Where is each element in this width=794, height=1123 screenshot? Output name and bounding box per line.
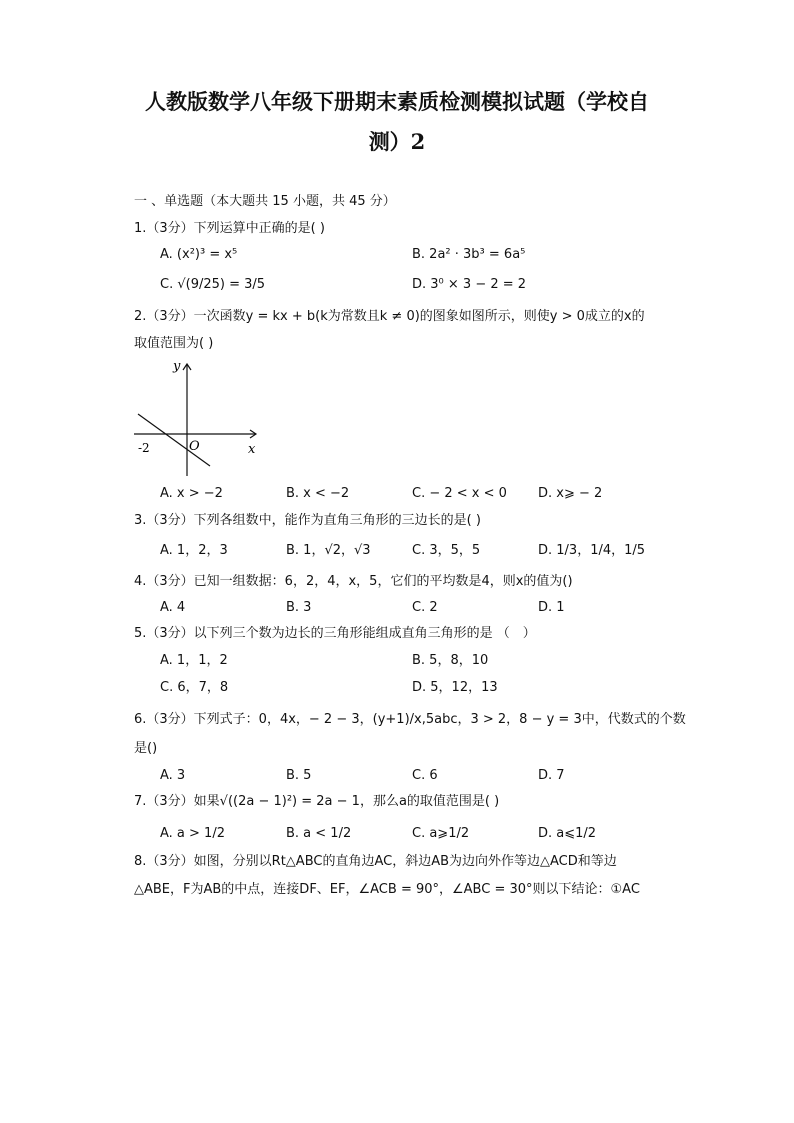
question-4-option-b: B. 3 (286, 600, 312, 615)
x-axis-label: x (248, 442, 256, 457)
question-7-option-d: D. a⩽1/2 (538, 826, 597, 841)
question-2-option-b: B. x < −2 (286, 486, 350, 501)
question-2-option-d: D. x⩾ − 2 (538, 486, 603, 501)
question-5-option-c: C. 6，7，8 (160, 680, 229, 695)
question-2-stem: 2.（3分）一次函数y = kx + b(k为常数且k ≠ 0)的图象如图所示，则使y > 0成立的x的 (134, 309, 645, 324)
document-title-line-2: 测）2 (368, 129, 426, 154)
question-1-option-d: D. 3⁰ × 3 − 2 = 2 (412, 277, 527, 292)
question-3-option-c: C. 3，5，5 (412, 543, 481, 558)
linear-function-graph (130, 356, 270, 481)
question-5-stem: 5.（3分）以下列三个数为边长的三角形能组成直角三角形的是 （ ） (134, 626, 536, 641)
question-4-option-a: A. 4 (160, 600, 186, 615)
document-title-line-1: 人教版数学八年级下册期末素质检测模拟试题（学校自 (145, 89, 649, 114)
question-7-option-b: B. a < 1/2 (286, 826, 352, 841)
question-3-option-b: B. 1，√2，√3 (286, 543, 371, 558)
question-8-stem-continued: △ABE，F为AB的中点，连接DF、EF，∠ACB = 90°，∠ABC = 30°则以下结论：①AC (134, 882, 640, 897)
question-4-option-d: D. 1 (538, 600, 565, 615)
section-heading: 一 、单选题（本大题共 15 小题，共 45 分） (134, 194, 396, 209)
question-7-option-a: A. a > 1/2 (160, 826, 225, 841)
question-1-option-b: B. 2a² · 3b³ = 6a⁵ (412, 247, 526, 262)
question-3-option-d: D. 1/3，1/4，1/5 (538, 543, 646, 558)
origin-label: O (189, 439, 200, 454)
question-2-option-c: C. − 2 < x < 0 (412, 486, 507, 501)
question-7-stem: 7.（3分）如果√((2a − 1)²) = 2a − 1，那么a的取值范围是( ) (134, 794, 500, 809)
question-4-option-c: C. 2 (412, 600, 438, 615)
question-6-stem: 6.（3分）下列式子：0，4x，− 2 − 3，(y+1)/x,5abc，3 > 2，8 − y = 3中，代数式的个数 (134, 712, 686, 727)
question-2-stem-continued: 取值范围为( ) (134, 336, 214, 351)
question-1-option-c: C. √(9/25) = 3/5 (160, 277, 266, 292)
question-1-stem: 1.（3分）下列运算中正确的是( ) (134, 221, 325, 236)
x-intercept-label: -2 (138, 441, 150, 455)
y-axis-label: y (173, 359, 181, 374)
question-5-option-a: A. 1，1，2 (160, 653, 228, 668)
question-6-option-c: C. 6 (412, 768, 438, 783)
question-2-option-a: A. x > −2 (160, 486, 223, 501)
question-4-stem: 4.（3分）已知一组数据：6，2，4，x，5，它们的平均数是4，则x的值为() (134, 574, 573, 589)
question-6-option-a: A. 3 (160, 768, 186, 783)
question-3-stem: 3.（3分）下列各组数中，能作为直角三角形的三边长的是( ) (134, 513, 481, 528)
question-5-option-d: D. 5，12，13 (412, 680, 498, 695)
question-6-option-d: D. 7 (538, 768, 565, 783)
question-1-option-a: A. (x²)³ = x⁵ (160, 247, 238, 262)
question-8-stem: 8.（3分）如图，分别以Rt△ABC的直角边AC，斜边AB为边向外作等边△ACD和等边 (134, 854, 617, 869)
question-5-option-b: B. 5，8，10 (412, 653, 489, 668)
question-6-option-b: B. 5 (286, 768, 312, 783)
question-7-option-c: C. a⩾1/2 (412, 826, 470, 841)
question-3-option-a: A. 1，2，3 (160, 543, 228, 558)
question-6-stem-continued: 是() (134, 741, 158, 756)
